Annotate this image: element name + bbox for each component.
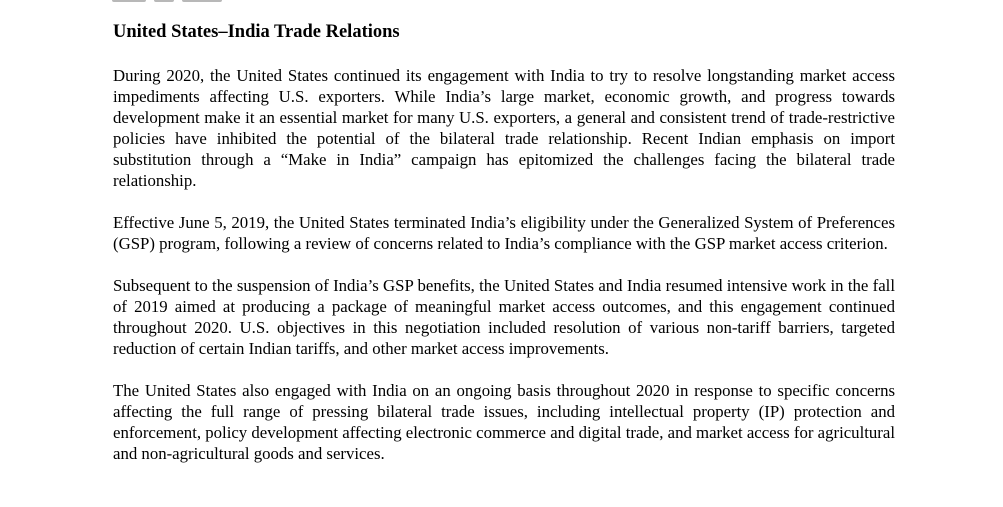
paragraph-ongoing-issues: The United States also engaged with India on an ongoing basis throughout 2020 in response to specific concerns affecting the full range of pressing bilateral trade issues, including intellectual property (IP) protection and enforcement, policy development affecting electronic commerce and digital trade, and market access for agricultural and non-agricultural goods and services.	[113, 381, 895, 463]
cropped-previous-text	[112, 0, 232, 4]
paragraph-gsp-termination: Effective June 5, 2019, the United States terminated India’s eligibility under the Generalized System of Preferences (GSP) program, following a review of concerns related to India’s compliance with the GSP market access criterion.	[113, 213, 895, 253]
paragraph-negotiation-work: Subsequent to the suspension of India’s GSP benefits, the United States and India resumed intensive work in the fall of 2019 aimed at producing a package of meaningful market access outcomes, and this engagement continued throughout 2020. U.S. objectives in this negotiation included resolution of various non-tariff barriers, targeted reduction of certain Indian tariffs, and other market access improvements.	[113, 276, 895, 358]
section-heading: United States–India Trade Relations	[113, 22, 400, 42]
paragraph-engagement-overview: During 2020, the United States continued its engagement with India to try to resolve longstanding market access impediments affecting U.S. exporters. While India’s large market, economic growth, and progress towards development make it an essential market for many U.S. exporters, a general and consistent trend of trade-restrictive policies have inhibited the potential of the bilateral trade relationship. Recent Indian emphasis on import substitution through a “Make in India” campaign has epitomized the challenges facing the bilateral trade relationship.	[113, 66, 895, 190]
document-page	[113, 19, 895, 485]
